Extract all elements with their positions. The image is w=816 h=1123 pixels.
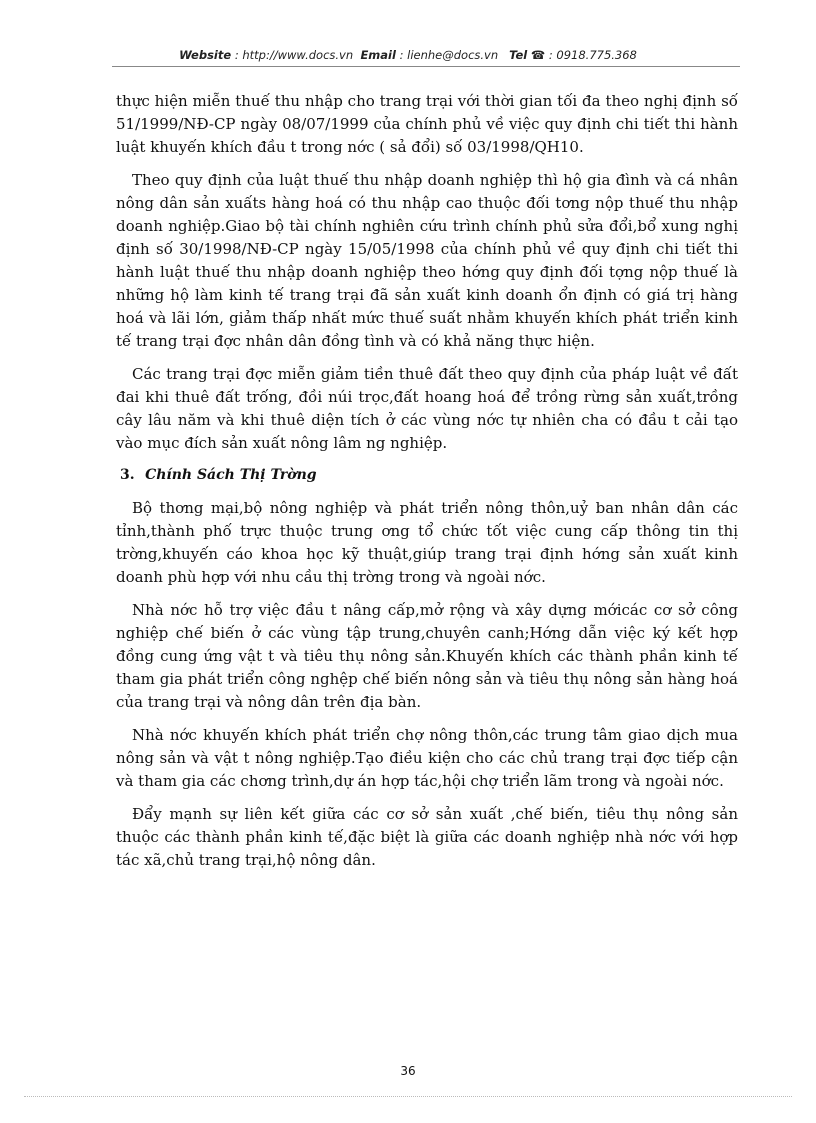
tel-label: Tel (509, 48, 528, 62)
paragraph: Đẩy mạnh sự liên kết giữa các cơ sở sản xuất ,chế biến, tiêu thụ nông sản thuộc các thành phần kinh tế,đặc biệt là giữa các doanh nghiệp nhà nớc với hợp tác xã,chủ trang trại,hộ nông dân. (116, 805, 738, 869)
paragraph: Nhà nớc khuyến khích phát triển chợ nông thôn,các trung tâm giao dịch mua nông sản và vật t nông nghiệp.Tạo điều kiện cho các chủ trang trại đợc tiếp cận và tham gia các chơng trình,dự án hợp tác,hội chợ triển lãm trong và ngoài nớc. (116, 726, 738, 790)
page-header (0, 48, 816, 62)
paragraph: Các trang trại đợc miễn giảm tiền thuê đất theo quy định của pháp luật về đất đai khi thuê đất trống, đồi núi trọc,đất hoang hoá để trồng rừng sản xuất,trồng cây lâu năm và khi thuê diện tích ở các vùng nớc tự nhiên cha có đầu t cải tạo vào mục đích sản xuất nông lâm ng nghiệp. (116, 365, 738, 452)
paragraph: Nhà nớc hỗ trợ việc đầu t nâng cấp,mở rộng và xây dựng mớicác cơ sở công nghiệp chế biến ở các vùng tập trung,chuyên canh;Hớng dẫn việc ký kết hợp đồng cung ứng vật t và tiêu thụ nông sản.Khuyến khích các thành phần kinh tế tham gia phát triển công nghệp chế biến nông sản và tiêu thụ nông sản hàng hoá của trang trại và nông dân trên địa bàn. (116, 601, 738, 711)
website-label: Website (179, 48, 232, 62)
section-number: 3. (120, 467, 135, 483)
paragraph: Bộ thơng mại,bộ nông nghiệp và phát triển nông thôn,uỷ ban nhân dân các tỉnh,thành phố trực thuộc trung ơng tổ chức tốt việc cung cấp thông tin thị trờng,khuyến cáo khoa học kỹ thuật,giúp trang trại định hớng sản xuất kinh doanh phù hợp với nhu cầu thị trờng trong và ngoài nớc. (116, 499, 738, 586)
page-number: 36 (400, 1064, 416, 1078)
section-heading (120, 465, 738, 485)
website-value: : http://www.docs.vn (234, 48, 354, 62)
header-divider (112, 66, 740, 67)
email-value: : lienhe@docs.vn (399, 48, 499, 62)
document-body (116, 90, 738, 882)
footer-divider (24, 1096, 792, 1097)
paragraph: Theo quy định của luật thuế thu nhập doanh nghiệp thì hộ gia đình và cá nhân nông dân sản xuấts hàng hoá có thu nhập cao thuộc đối tơng nộp thuế thu nhập doanh nghiệp.Giao bộ tài chính nghiên cứu trình chính phủ sửa đổi,bổ xung nghị định số 30/1998/NĐ-CP ngày 15/05/1998 của chính phủ về quy định chi tiết thi hành luật thuế thu nhập doanh nghiệp theo hớng quy định đối tợng nộp thuế là những hộ làm kinh tế trang trại đã sản xuất kinh doanh ổn định có giá trị hàng hoá và lãi lớn, giảm thấp nhất mức thuế suất nhằm khuyến khích phát triển kinh tế trang trại đợc nhân dân đồng tình và có khả năng thực hiện. (116, 171, 738, 350)
email-label: Email (360, 48, 396, 62)
section-title: Chính Sách Thị Trờng (145, 467, 317, 483)
tel-value: ☎ : 0918.775.368 (530, 48, 637, 62)
paragraph: thực hiện miễn thuế thu nhập cho trang trại với thời gian tối đa theo nghị định số 51/1999/NĐ-CP ngày 08/07/1999 của chính phủ về việc quy định chi tiết thi hành luật khuyến khích đầu t trong nớc ( sả đổi) số 03/1998/QH10. (116, 92, 738, 156)
